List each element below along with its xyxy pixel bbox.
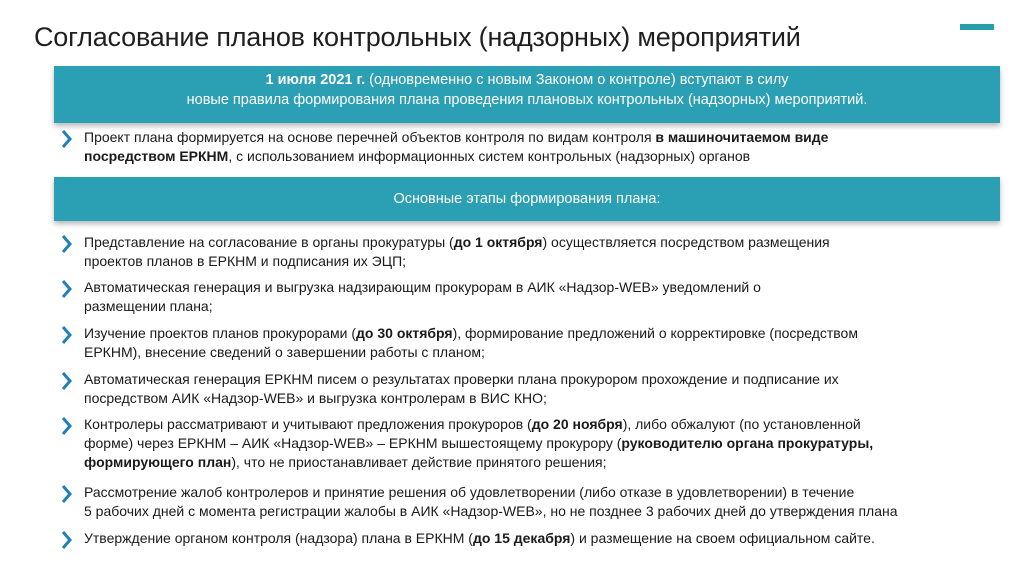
intro-bold-text: посредством ЕРКНМ — [84, 148, 229, 164]
stage-text-part: Контролеры рассматривают и учитывают предложения прокуроров ( — [84, 416, 532, 432]
stage-text-line: посредством АИК «Надзор-WEB» и выгрузка контролерам в ВИС КНО; — [84, 390, 547, 406]
chevron-right-icon — [62, 233, 84, 255]
stage-bold-text: руководителю органа прокуратуры, — [621, 435, 874, 451]
stage-text — [84, 278, 761, 316]
stage-deadline: до 1 октября — [453, 234, 543, 250]
stage-text-part: ), либо обжалуют (по установленной — [622, 416, 861, 432]
top-accent-bar — [960, 24, 994, 30]
stage-item — [62, 415, 1012, 472]
stage-item — [62, 370, 1012, 408]
stage-text-line: Рассмотрение жалоб контролеров и принятие решения об удовлетворении (либо отказе в удовлетворении) в течение — [84, 484, 855, 500]
stage-text-part: Изучение проектов планов прокурорами ( — [84, 325, 357, 341]
stages-header-banner: Основные этапы формирования плана: — [54, 177, 1000, 221]
stage-text — [84, 529, 875, 548]
stage-item — [62, 233, 1012, 271]
stage-text-part: Представление на согласование в органы прокуратуры ( — [84, 234, 454, 250]
stage-item — [62, 324, 1012, 362]
stage-text-line: проектов планов в ЕРКНМ и подписания их ЭЦП; — [84, 253, 407, 269]
stage-text — [84, 483, 898, 521]
stage-deadline: до 30 октября — [356, 325, 453, 341]
chevron-right-icon — [62, 415, 84, 437]
stage-text-line: ЕРКНМ), внесение сведений о завершении работы с планом; — [84, 344, 485, 360]
intro-text — [84, 128, 828, 166]
intro-item — [62, 128, 1012, 166]
stage-item — [62, 278, 1012, 316]
stage-deadline: до 15 декабря — [472, 530, 571, 546]
stage-text — [84, 370, 839, 408]
intro-bold-text: в машиночитаемом виде — [655, 129, 829, 145]
intro-text-part: , с использованием информационных систем контрольных (надзорных) органов — [228, 148, 751, 164]
stage-item — [62, 529, 1012, 551]
stage-deadline: до 20 ноября — [531, 416, 623, 432]
stage-text-line: Автоматическая генерация ЕРКНМ писем о результатах проверки плана прокурором прохождение и подписание их — [84, 371, 839, 387]
chevron-right-icon — [62, 128, 84, 150]
stage-bold-text: формирующего план — [84, 454, 232, 470]
chevron-right-icon — [62, 370, 84, 392]
info-banner — [54, 66, 1000, 123]
intro-text-part: Проект плана формируется на основе перечней объектов контроля по видам контроля — [84, 129, 656, 145]
slide-title: Согласование планов контрольных (надзорных) мероприятий — [34, 22, 801, 52]
banner-date: 1 июля 2021 г. — [265, 72, 366, 88]
chevron-right-icon — [62, 529, 84, 551]
banner-line-1 — [54, 70, 1000, 90]
chevron-right-icon — [62, 483, 84, 505]
stage-text-part: форме) через ЕРКНМ – АИК «Надзор-WEB» – ЕРКНМ вышестоящему прокурору ( — [84, 435, 622, 451]
stage-text-line: Автоматическая генерация и выгрузка надзирающим прокурорам в АИК «Надзор-WEB» уведомлений о — [84, 279, 761, 295]
stage-text — [84, 233, 830, 271]
chevron-right-icon — [62, 324, 84, 346]
banner-line-1-text: (одновременно с новым Законом о контроле) вступают в силу — [365, 72, 789, 88]
stage-text — [84, 415, 873, 472]
stage-text-part: ), что не приостанавливает действие принятого решения; — [231, 454, 607, 470]
stage-text-part: ) и размещение на своем официальном сайте. — [570, 530, 875, 546]
stage-text-part: Утверждение органом контроля (надзора) плана в ЕРКНМ ( — [84, 530, 473, 546]
banner-line-2: новые правила формирования плана проведения плановых контрольных (надзорных) мероприятий. — [186, 92, 868, 108]
stage-item — [62, 483, 1012, 521]
stage-text-part: ), формирование предложений о корректировке (посредством — [452, 325, 858, 341]
stage-text-part: ) осуществляется посредством размещения — [542, 234, 830, 250]
stage-text-line: 5 рабочих дней с момента регистрации жалобы в АИК «Надзор-WEB», но не позднее 3 рабочих дней до утверждения плана — [84, 503, 898, 519]
stage-text-line: размещении плана; — [84, 298, 213, 314]
stage-text — [84, 324, 858, 362]
chevron-right-icon — [62, 278, 84, 300]
